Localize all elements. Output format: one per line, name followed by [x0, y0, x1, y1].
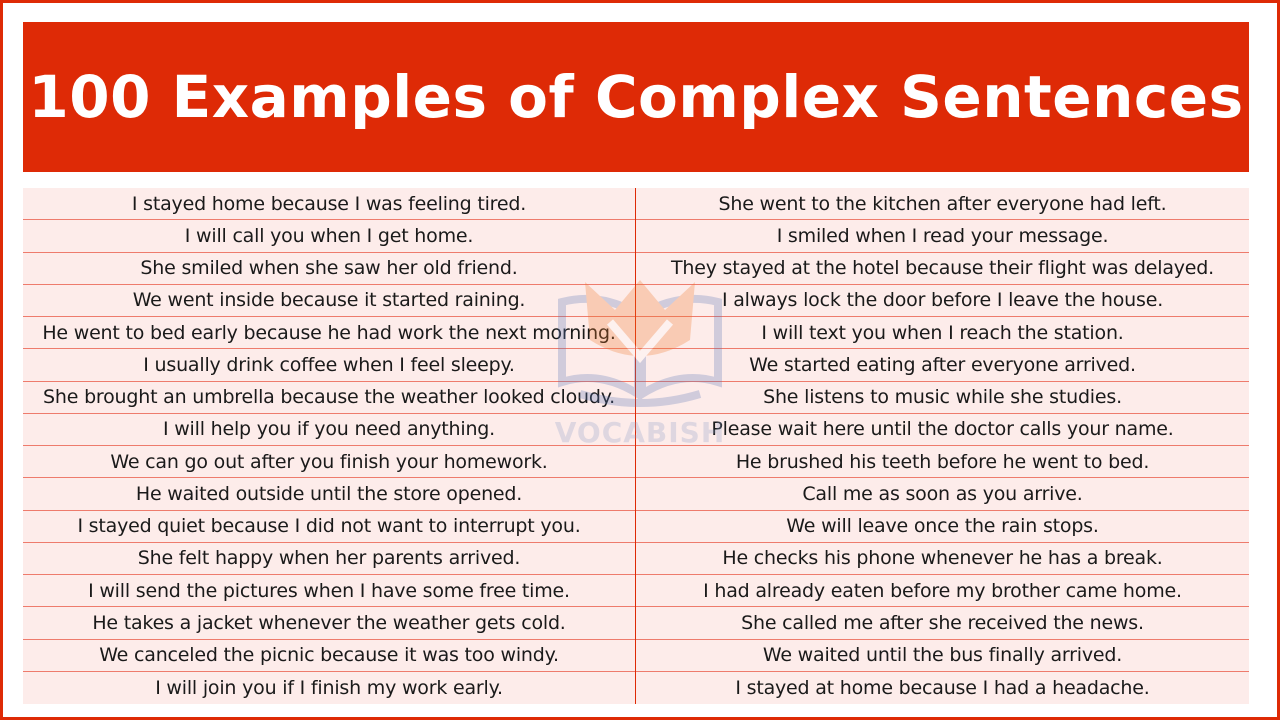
table-row: He waited outside until the store opened. — [23, 478, 635, 510]
table-row: He checks his phone whenever he has a break. — [636, 543, 1249, 575]
table-row: They stayed at the hotel because their flight was delayed. — [636, 253, 1249, 285]
table-row: We went inside because it started raining. — [23, 285, 635, 317]
table-row: I had already eaten before my brother came home. — [636, 575, 1249, 607]
left-column — [23, 188, 636, 704]
table-row: She brought an umbrella because the weather looked cloudy. — [23, 382, 635, 414]
title-banner — [23, 22, 1249, 172]
table-row: She went to the kitchen after everyone had left. — [636, 188, 1249, 220]
table-row: Call me as soon as you arrive. — [636, 478, 1249, 510]
table-row: He brushed his teeth before he went to bed. — [636, 446, 1249, 478]
table-row: We started eating after everyone arrived. — [636, 349, 1249, 381]
table-row: I will send the pictures when I have some free time. — [23, 575, 635, 607]
table-row: I will text you when I reach the station. — [636, 317, 1249, 349]
table-row: I stayed at home because I had a headache. — [636, 672, 1249, 704]
table-row: He takes a jacket whenever the weather gets cold. — [23, 607, 635, 639]
watermark-text: VOCABISH — [554, 416, 726, 449]
page-title: 100 Examples of Complex Sentences — [28, 63, 1244, 131]
sentence-table — [23, 188, 1249, 704]
table-row: I smiled when I read your message. — [636, 220, 1249, 252]
table-row: We can go out after you finish your homework. — [23, 446, 635, 478]
table-row: She smiled when she saw her old friend. — [23, 253, 635, 285]
table-row: She called me after she received the news. — [636, 607, 1249, 639]
table-row: We waited until the bus finally arrived. — [636, 640, 1249, 672]
table-row: She felt happy when her parents arrived. — [23, 543, 635, 575]
table-row: She listens to music while she studies. — [636, 382, 1249, 414]
right-column — [636, 188, 1249, 704]
table-row: Please wait here until the doctor calls your name. — [636, 414, 1249, 446]
table-row: I always lock the door before I leave the house. — [636, 285, 1249, 317]
table-row: We will leave once the rain stops. — [636, 511, 1249, 543]
table-row: I will join you if I finish my work early. — [23, 672, 635, 704]
table-row: I will call you when I get home. — [23, 220, 635, 252]
table-row: I usually drink coffee when I feel sleepy. — [23, 349, 635, 381]
table-row: I stayed quiet because I did not want to interrupt you. — [23, 511, 635, 543]
table-row: I stayed home because I was feeling tired. — [23, 188, 635, 220]
table-row: I will help you if you need anything. — [23, 414, 635, 446]
table-row: He went to bed early because he had work the next morning. — [23, 317, 635, 349]
table-row: We canceled the picnic because it was too windy. — [23, 640, 635, 672]
